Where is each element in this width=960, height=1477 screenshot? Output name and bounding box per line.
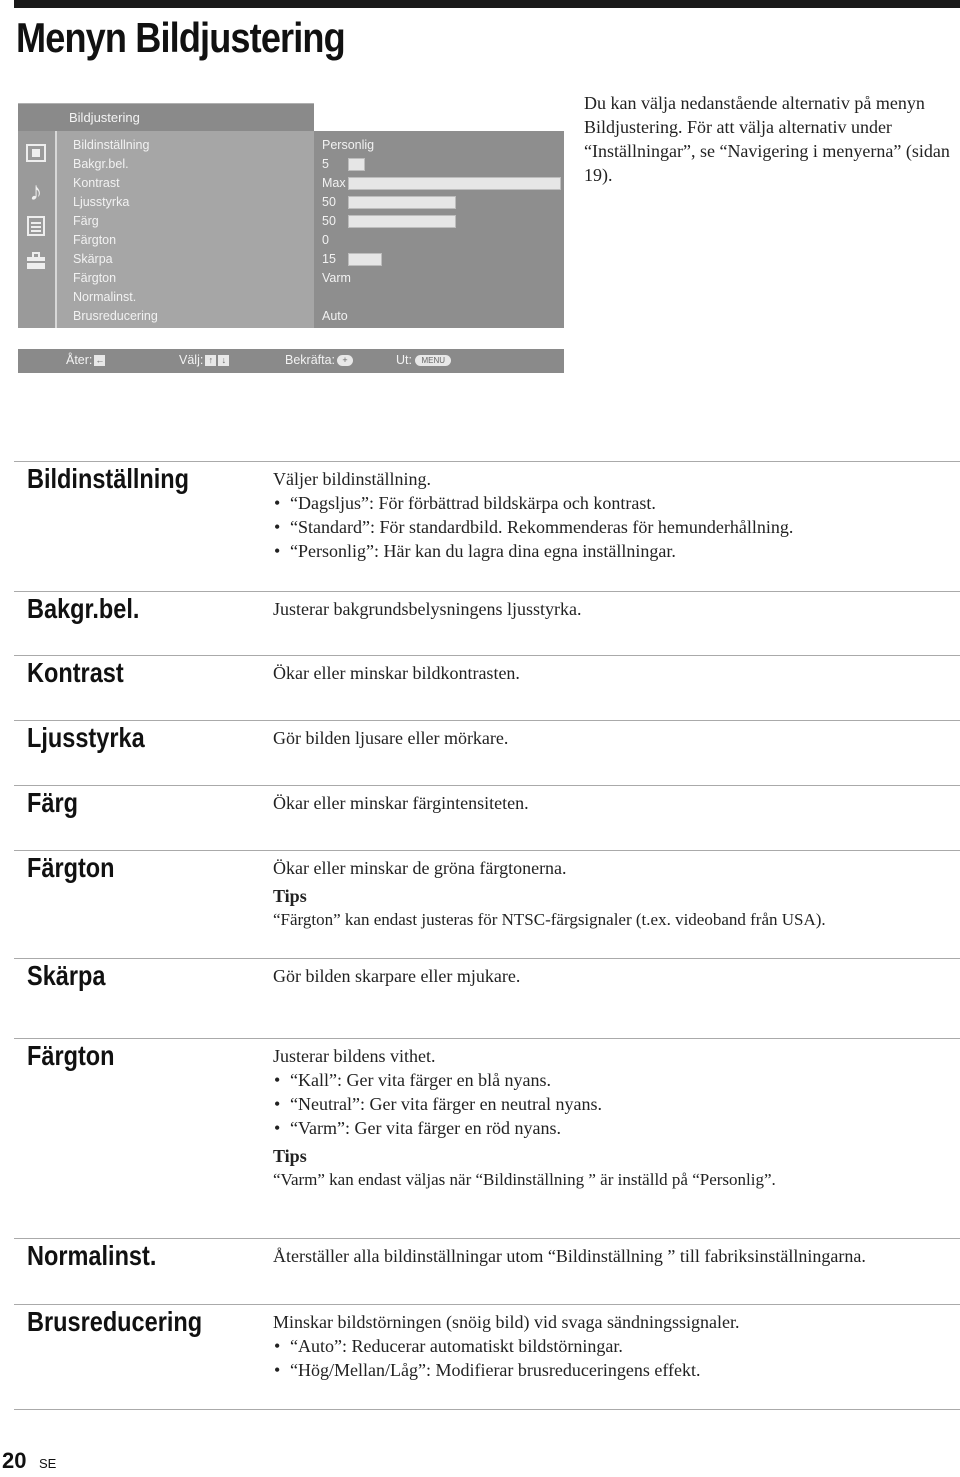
- osd-row-value: 0: [322, 233, 329, 247]
- definition-description: [273, 1044, 960, 1192]
- definition-term: Skärpa: [27, 960, 106, 991]
- osd-header: [18, 103, 314, 132]
- osd-row-label: Färg: [73, 214, 99, 228]
- definition-term: Färgton: [27, 852, 115, 883]
- definition-term: Brusreducering: [27, 1306, 203, 1337]
- row-divider: [14, 1238, 960, 1239]
- osd-label-column: [57, 131, 314, 328]
- tip-text: “Färgton” kan endast justeras för NTSC-färgsignaler (t.ex. videoband från USA).: [273, 910, 826, 929]
- toolbox-icon: [24, 251, 48, 275]
- osd-icon-column: [18, 131, 57, 328]
- osd-row-value: Varm: [322, 271, 351, 285]
- description-lead: Ökar eller minskar bildkontrasten.: [273, 663, 520, 683]
- back-arrow-icon: ←: [95, 355, 105, 366]
- page-number: 20: [2, 1448, 27, 1473]
- osd-row-label: Bakgr.bel.: [73, 157, 129, 171]
- menu-key-icon: MENU: [415, 355, 451, 366]
- osd-level-bar: [348, 196, 456, 209]
- osd-level-bar: [348, 158, 365, 171]
- osd-header-title: Bildjustering: [69, 110, 140, 125]
- osd-row-label: Normalinst.: [73, 290, 137, 304]
- music-note-icon: ♪: [29, 176, 43, 206]
- intro-text: Du kan välja nedanstående alternativ på menyn Bildjustering. För att välja alternativ under “Inställningar”, se “Navigering i menyerna” (sidan 19).: [584, 93, 950, 185]
- definition-term: Färgton: [27, 1040, 115, 1071]
- row-divider: [14, 461, 960, 462]
- bullet-item: • “Auto”: Reducerar automatiskt bildstörningar.: [273, 1334, 960, 1358]
- osd-row-label: Färgton: [73, 271, 117, 285]
- down-arrow-icon: ↓: [218, 355, 229, 366]
- up-arrow-icon: ↑: [205, 355, 216, 366]
- tips-label: Tips: [273, 1146, 307, 1166]
- description-lead: Justerar bakgrundsbelysningens ljusstyrka.: [273, 599, 582, 619]
- bullet-list: [273, 1068, 960, 1140]
- osd-row-label: Kontrast: [73, 176, 120, 190]
- osd-level-bar: [348, 215, 456, 228]
- description-lead: Ökar eller minskar de gröna färgtonerna.: [273, 858, 567, 878]
- row-divider: [14, 958, 960, 959]
- osd-value-column: [314, 131, 564, 328]
- definition-description: [273, 964, 960, 988]
- osd-row-label: Brusreducering: [73, 309, 158, 323]
- bullet-list: [273, 1334, 960, 1382]
- description-lead: Ökar eller minskar färgintensiteten.: [273, 793, 529, 813]
- bottom-rule: [14, 1409, 960, 1410]
- osd-row-value: [322, 288, 562, 307]
- description-lead: Justerar bildens vithet.: [273, 1046, 436, 1066]
- definition-description: [273, 726, 960, 750]
- definition-description: [273, 597, 960, 621]
- definition-term: Färg: [27, 787, 78, 818]
- bullet-item: • “Kall”: Ger vita färger en blå nyans.: [273, 1068, 960, 1092]
- bullet-item: • “Varm”: Ger vita färger en röd nyans.: [273, 1116, 960, 1140]
- row-divider: [14, 850, 960, 851]
- bullet-item: • “Hög/Mellan/Låg”: Modifierar brusreduceringens effekt.: [273, 1358, 960, 1382]
- definition-term: Bildinställning: [27, 463, 190, 494]
- osd-row-value: Max: [322, 176, 346, 190]
- definition-description: [273, 1310, 960, 1382]
- osd-row-label: Färgton: [73, 233, 117, 247]
- bullet-item: • “Personlig”: Här kan du lagra dina egna inställningar.: [273, 539, 960, 563]
- tip-text: “Varm” kan endast väljas när “Bildinställning ” är inställd på “Personlig”.: [273, 1170, 776, 1189]
- definition-term: Ljusstyrka: [27, 722, 145, 753]
- bullet-list: [273, 491, 960, 563]
- row-divider: [14, 720, 960, 721]
- bullet-item: • “Dagsljus”: För förbättrad bildskärpa och kontrast.: [273, 491, 960, 515]
- osd-footer-back: Åter: ←: [66, 353, 105, 367]
- osd-menu-screenshot: [18, 103, 564, 373]
- osd-level-bar: [348, 177, 561, 190]
- bullet-item: • “Neutral”: Ger vita färger en neutral nyans.: [273, 1092, 960, 1116]
- row-divider: [14, 1304, 960, 1305]
- definition-description: [273, 467, 960, 563]
- osd-row-value: Auto: [322, 309, 348, 323]
- description-lead: Gör bilden skarpare eller mjukare.: [273, 966, 521, 986]
- picture-icon: [24, 143, 48, 167]
- description-lead: Minskar bildstörningen (snöig bild) vid svaga sändningssignaler.: [273, 1312, 740, 1332]
- top-rule: [14, 0, 960, 8]
- osd-footer-exit: Ut: MENU: [396, 353, 451, 367]
- row-divider: [14, 1038, 960, 1039]
- page-title: Menyn Bildjustering: [16, 14, 345, 61]
- definition-term: Bakgr.bel.: [27, 593, 140, 624]
- definition-description: [273, 1244, 960, 1268]
- bullet-item: • “Standard”: För standardbild. Rekommenderas för hemunderhållning.: [273, 515, 960, 539]
- tips-label: Tips: [273, 886, 307, 906]
- description-lead: Gör bilden ljusare eller mörkare.: [273, 728, 509, 748]
- definition-term: Normalinst.: [27, 1240, 157, 1271]
- definition-description: [273, 856, 960, 932]
- description-lead: Återställer alla bildinställningar utom “Bildinställning ” till fabriksinställningarna.: [273, 1246, 866, 1266]
- language-code: SE: [39, 1456, 57, 1471]
- osd-row-value: 50: [322, 214, 336, 228]
- row-divider: [14, 785, 960, 786]
- plus-icon: +: [337, 355, 353, 366]
- osd-row-value: 50: [322, 195, 336, 209]
- definition-description: [273, 661, 960, 685]
- description-lead: Väljer bildinställning.: [273, 469, 431, 489]
- osd-row-value: 15: [322, 252, 336, 266]
- osd-row-label: Skärpa: [73, 252, 113, 266]
- definition-term: Kontrast: [27, 657, 124, 688]
- row-divider: [14, 655, 960, 656]
- osd-row-label: Ljusstyrka: [73, 195, 130, 209]
- osd-level-bar: [348, 253, 382, 266]
- osd-row-value: Personlig: [322, 138, 375, 152]
- definition-description: [273, 791, 960, 815]
- osd-footer-select: Välj: ↑ ↓: [179, 353, 229, 367]
- settings-list-icon: [24, 215, 48, 239]
- osd-row-label: Bildinställning: [73, 138, 150, 152]
- row-divider: [14, 591, 960, 592]
- osd-footer-confirm: Bekräfta: +: [285, 353, 353, 367]
- osd-row-value: 5: [322, 157, 329, 171]
